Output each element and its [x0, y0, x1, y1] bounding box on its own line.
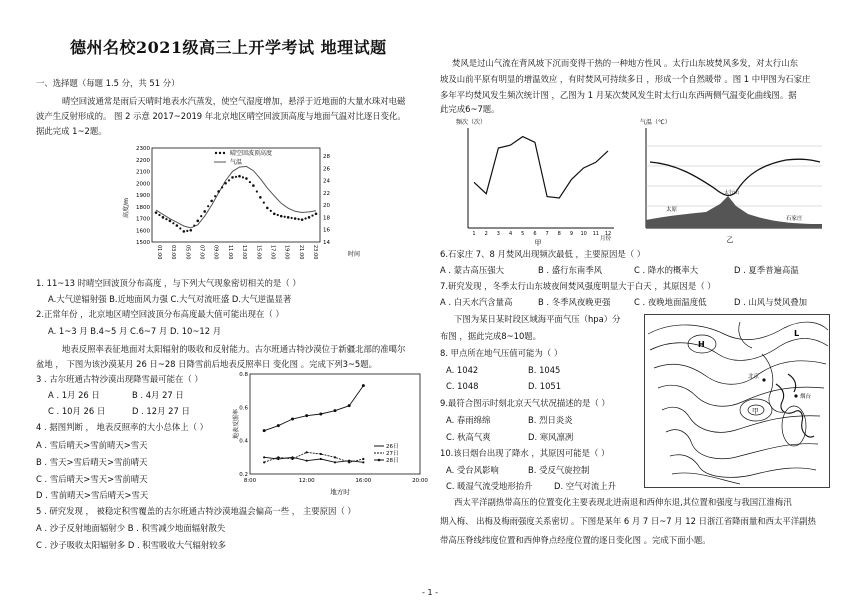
x-tick-label: 03:00 — [170, 245, 177, 260]
paragraph-line: 盆地 ， 下图为该沙漠某月 26 日~28 日降雪前后地表反照率日 变化图 。完成下列3~5题。 — [36, 359, 378, 369]
x-tick-label: 11 — [592, 231, 600, 237]
paragraph-line: 此完成6~7题。 — [440, 104, 500, 114]
question-10: 10.该日烟台出现了降水 ，其原因可能是（ ） — [440, 448, 610, 458]
echo-point — [203, 210, 206, 213]
legend-echo: 晴空回波顶高度 — [230, 150, 273, 157]
echo-point — [266, 207, 269, 210]
label-taiyuan: 太原 — [666, 207, 678, 213]
echo-point — [301, 218, 304, 221]
question-9-option: A. 春雨绵绵 — [446, 415, 491, 425]
paragraph-line: 晴空回波通常是雨后天晴时地表水汽蒸发，使空气湿度增加，悬浮于近地面的大量水珠对电磁 — [62, 96, 406, 106]
x-tick-label: 9 — [569, 231, 574, 237]
paragraph-line: 坡及山前平原有明显的增温效应 ，有时焚风可持续多日 ，形成一个自然暖带 。图 1 中甲图为石家庄 — [440, 74, 811, 84]
y2-tick-label: 14 — [323, 240, 330, 246]
map-label-jia: 甲 — [752, 407, 759, 415]
echo-point — [158, 214, 160, 216]
y-tick-label: 0.8 — [239, 372, 248, 378]
x-tick-label: 4 — [508, 231, 513, 237]
legend-26: 26日 — [386, 444, 399, 450]
question-9: 9.最符合图示时刻北京天气状况描述的是（ ） — [440, 398, 610, 408]
question-10-option: D. 空气对流上升 — [554, 481, 617, 491]
question-6: 6.石家庄 7、8 月焚风出现频次最低 ，主要原因是（ ） — [440, 249, 646, 259]
question-5: 5 . 研究发现 ， 被稳定积雪覆盖的古尔班通古特沙漠地温会偏高一些 ， 主要原因（ ） — [36, 506, 356, 516]
y2-tick-label: 16 — [323, 227, 330, 234]
question-9-option: D. 寒风凛冽 — [528, 432, 574, 442]
y-axis-label: 地表反照率 — [233, 408, 240, 440]
echo-point — [196, 220, 199, 223]
question-7-option: A . 白天水汽含量高 — [440, 297, 513, 307]
legend — [374, 443, 399, 464]
page-title: 德州名校2021级高三上开学考试 地理试题 — [70, 38, 387, 57]
series-27-point — [306, 451, 308, 453]
frequency-line — [474, 137, 608, 198]
y2-tick-label: 18 — [323, 215, 330, 222]
map-label-low: L — [794, 329, 800, 338]
x-tick-label: 2 — [484, 231, 488, 237]
echo-point — [193, 224, 195, 226]
question-7-option: D . 山风与焚风叠加 — [734, 297, 808, 307]
series-26-point — [362, 461, 364, 463]
series-26-point — [263, 456, 265, 458]
question-9-option: C. 秋高气爽 — [446, 432, 491, 442]
question-9-option: B. 烈日炎炎 — [528, 415, 573, 425]
x-tick-label: 3 — [496, 231, 500, 237]
echo-point — [210, 200, 213, 203]
question-6-option: D . 夏季普遍高温 — [734, 265, 799, 275]
echo-point — [270, 210, 272, 212]
paragraph-line: 带高压脊线纬度位置和西伸脊点经度位置的逐日变化图 。完成下面小题。 — [440, 535, 711, 545]
pressure-map — [644, 314, 830, 488]
chart-caption: 乙 — [726, 236, 734, 244]
echo-point — [245, 177, 248, 180]
map-label-beijing: 北京 — [748, 374, 760, 380]
question-8-option: A. 1042 — [446, 365, 479, 375]
x-tick-label: 8:00 — [243, 478, 257, 484]
question-4-option: B . 雪天>雪后晴天>雪前晴天 — [36, 457, 148, 467]
paragraph-line: 下图为某日某时段区域海平面气压（hpa）分 — [454, 314, 621, 324]
x-tick-label: 23:00 — [312, 245, 318, 260]
echo-point — [172, 222, 174, 224]
series-28-point — [291, 418, 294, 421]
y2-tick-label: 28 — [323, 154, 330, 160]
question-5-option: A . 沙子反射地面辐射少 B . 积雪减少地面辐射散失 — [36, 523, 226, 533]
question-4: 4 . 据图判断 ， 地表反照率的大小总体上（ ） — [36, 422, 209, 432]
y-tick-label: 1600 — [136, 228, 150, 235]
series-28-point — [348, 404, 351, 407]
paragraph-line: 布图 ，据此完成8~10题。 — [440, 331, 542, 341]
question-8-option: C. 1048 — [446, 381, 479, 391]
echo-point — [298, 218, 300, 220]
echo-point — [252, 184, 255, 187]
paragraph-line: 地表反照率表征地面对太阳辐射的吸收和反射能力。古尔班通古特沙漠位于新疆北部的准噶尔 — [62, 344, 406, 354]
paragraph-line: 多年平均焚风发生频次统计图 ，乙图为 1 月某次焚风发生时太行山东西两侧气温变化曲线图。据 — [440, 90, 797, 100]
map-label-yantai: 烟台 — [800, 394, 812, 400]
y-axis-label: 高度/m — [123, 198, 130, 218]
y2-tick-label: 20 — [323, 203, 330, 210]
x-tick-label: 05:00 — [184, 245, 191, 260]
question-1: 1. 11~13 时晴空回波顶分布高度 ，与下列大气现象密切相关的是（ ） — [36, 278, 301, 288]
series-27-point — [334, 456, 336, 458]
question-3-option: B . 4月 27 日 — [132, 390, 184, 400]
series-28-point — [334, 409, 337, 412]
series-28-point — [305, 414, 308, 417]
paragraph-line: 西太平洋副热带高压的位置变化主要表现北进南退和西伸东退,其位置和强度与我国江淮梅汛 — [454, 497, 792, 507]
question-7: 7.研究发现 ，冬季太行山东坡夜间焚风强度明显大于白天 ，其原因是（ ） — [440, 281, 716, 291]
y2-tick-label: 26 — [323, 166, 330, 173]
series-26-point — [306, 460, 308, 462]
x-tick-label: 5 — [521, 231, 525, 237]
question-10-option: B. 受反气旋控制 — [528, 465, 590, 475]
question-2-options: A. 1~3 月 B.4~5 月 C.6~7 月 D. 10~12 月 — [48, 326, 222, 336]
echo-point — [291, 217, 293, 219]
echo-point — [214, 195, 216, 197]
echo-point — [228, 179, 230, 181]
question-10-option: C. 暖湿气流受地形抬升 — [446, 481, 533, 491]
y-tick-label: 1800 — [136, 204, 150, 211]
beijing-marker — [762, 378, 765, 381]
question-6-option: A . 蒙古高压强大 — [440, 265, 504, 275]
echo-point — [162, 216, 165, 219]
echo-point — [263, 202, 265, 204]
echo-point — [259, 196, 262, 199]
question-8-option: B. 1045 — [528, 365, 561, 375]
echo-point — [315, 213, 318, 216]
question-5-option: C . 沙子吸收太阳辐射多 D . 积雪吸收大气辐射较多 — [36, 540, 227, 550]
series-27-point — [277, 456, 279, 458]
section-heading: 一、选择题（每题 1.5 分，共 51 分） — [36, 78, 180, 88]
x-tick-label: 11:00 — [226, 245, 233, 260]
question-7-option: C . 夜晚地面温度低 — [634, 297, 707, 307]
question-4-option: C . 雪后晴天>雪天>雪前晴天 — [36, 474, 148, 484]
x-tick-label: 10 — [580, 231, 587, 237]
echo-point — [273, 213, 276, 216]
x-tick-label: 17:00 — [269, 245, 276, 260]
echo-point — [311, 214, 313, 216]
question-7-option: B . 冬季风夜晚更强 — [538, 297, 611, 307]
echo-point — [165, 218, 167, 220]
echo-point — [284, 216, 286, 218]
foehn-frequency-chart — [446, 116, 624, 246]
echo-point — [189, 229, 192, 232]
x-axis-label: 时间 — [348, 251, 361, 258]
series-28-point — [263, 429, 266, 432]
question-8-option: D. 1051 — [528, 381, 562, 391]
y-axis-label: 气温（℃） — [640, 119, 671, 126]
question-4-option: A . 雪后晴天>雪前晴天>雪天 — [36, 440, 148, 450]
y-tick-label: 2300 — [136, 146, 150, 152]
y-tick-label: 0.4 — [239, 438, 248, 445]
question-2: 2.正常年份 ，北京地区晴空回波顶分布高度最大值可能出现在（ ） — [36, 309, 284, 319]
legend-27: 27日 — [386, 451, 399, 457]
legend-28: 28日 — [386, 458, 399, 464]
y-tick-label: 2000 — [136, 181, 150, 188]
series-27-point — [320, 453, 322, 455]
x-tick-label: 20:00 — [412, 478, 428, 484]
echo-point — [179, 227, 181, 229]
x-tick-label: 7 — [545, 231, 549, 237]
label-taihang: 太行山 — [724, 190, 740, 196]
page-number: - 1 - — [422, 588, 438, 597]
echo-point — [242, 176, 244, 178]
y-tick-label: 0.6 — [239, 405, 248, 412]
echo-point — [280, 215, 283, 218]
echo-point — [221, 186, 223, 188]
series-28-point — [362, 384, 365, 387]
map-label-high: H — [698, 340, 705, 349]
y-axis-label: 频次（次） — [456, 119, 487, 126]
series-28-point — [277, 424, 280, 427]
echo-point — [249, 181, 251, 183]
x-tick-label: 15:00 — [255, 245, 262, 260]
echo-point — [183, 230, 186, 233]
legend — [214, 149, 272, 166]
echo-point — [287, 216, 290, 219]
echo-point — [235, 176, 237, 178]
echo-point — [224, 182, 227, 185]
legend-temp: 气温 — [230, 159, 243, 166]
series-27-point — [263, 461, 265, 463]
y-tick-label: 2100 — [136, 169, 150, 176]
albedo-chart — [228, 368, 428, 498]
echo-height-chart — [122, 142, 362, 270]
echo-point — [217, 190, 220, 193]
echo-point — [238, 175, 241, 178]
paragraph-line: 波产生反射形成的。 图 2 示意 2017~2019 年北京地区晴空回波顶高度与地面气温对比逐日变化。 — [36, 111, 406, 121]
temperature-profile-chart — [636, 116, 832, 246]
y-tick-label: 1900 — [136, 193, 150, 199]
x-tick-label: 12:00 — [298, 478, 315, 484]
series-27-point — [291, 458, 293, 460]
x-tick-label: 12 — [604, 231, 612, 237]
paragraph-line: 据此完成 1~2题。 — [36, 126, 107, 136]
y2-tick-label: 22 — [323, 190, 330, 197]
x-tick-label: 16:00 — [355, 478, 372, 484]
y-tick-label: 2200 — [136, 157, 150, 164]
y2-tick-label: 24 — [323, 178, 330, 185]
question-3-option: C . 10月 26 日 — [48, 406, 106, 416]
x-tick-label: 21:00 — [297, 245, 304, 260]
question-1-options: A.大气逆辐射强 B.近地面风力强 C.大气对流旺盛 D.大气逆温显著 — [48, 294, 292, 304]
x-tick-label: 07:00 — [198, 245, 205, 260]
label-shijiazhuang: 石家庄 — [786, 216, 803, 222]
x-tick-label: 8 — [557, 231, 561, 237]
x-tick-label: 01:00 — [156, 245, 162, 260]
chart-caption: 甲 — [534, 239, 542, 246]
paragraph-line: 期入梅、 出梅及梅雨强度关系密切 。下图是某年 6 月 7 日~7 月 12 日浙江省降雨量和西太平洋副热 — [440, 516, 816, 526]
echo-point — [304, 217, 306, 219]
echo-point — [231, 176, 234, 179]
series-27-point — [348, 461, 350, 463]
question-3-option: A . 1月 26 日 — [48, 390, 100, 400]
echo-point — [169, 220, 172, 223]
x-tick-label: 6 — [533, 231, 537, 237]
echo-point — [207, 205, 209, 207]
x-tick-label: 09:00 — [212, 245, 219, 260]
series-27-point — [362, 458, 364, 460]
x-tick-label: 1 — [472, 231, 476, 237]
series-26-point — [334, 461, 336, 463]
series-28-point — [319, 413, 322, 416]
question-4-option: D . 雪前晴天>雪后晴天>雪天 — [36, 490, 149, 500]
echo-point — [294, 217, 297, 220]
x-axis-unit: 月份 — [600, 236, 612, 242]
echo-point — [256, 190, 258, 192]
x-axis-label: 地方时 — [330, 488, 350, 496]
x-tick-label: 13:00 — [241, 245, 248, 260]
echo-point — [155, 211, 158, 214]
series-26-point — [320, 458, 322, 460]
question-10-option: A. 受台风影响 — [446, 465, 499, 475]
question-3: 3 . 古尔班通古特沙漠出现降雪最可能在（ ） — [36, 374, 203, 384]
question-8: 8. 甲点所在地气压值可能为（ ） — [440, 348, 563, 358]
y-tick-label: 1700 — [136, 216, 150, 223]
question-3-option: D . 12月 27 日 — [132, 406, 190, 416]
paragraph-line: 焚风是过山气流在背风坡下沉而变得干热的一种地方性风 。太行山东坡焚风多发，对太行山东 — [452, 58, 799, 68]
series-28 — [264, 386, 363, 431]
echo-point — [308, 216, 311, 219]
echo-point — [186, 230, 188, 232]
x-tick-label: 19:00 — [283, 245, 290, 260]
echo-point — [176, 224, 179, 227]
yantai-marker — [794, 394, 797, 397]
echo-point — [200, 215, 202, 217]
question-6-option: C . 降水的概率大 — [634, 265, 699, 275]
y-tick-label: 0.2 — [239, 472, 248, 478]
question-6-option: B . 盛行东南季风 — [538, 265, 602, 275]
y-tick-label: 1500 — [136, 240, 150, 246]
echo-point — [277, 214, 279, 216]
